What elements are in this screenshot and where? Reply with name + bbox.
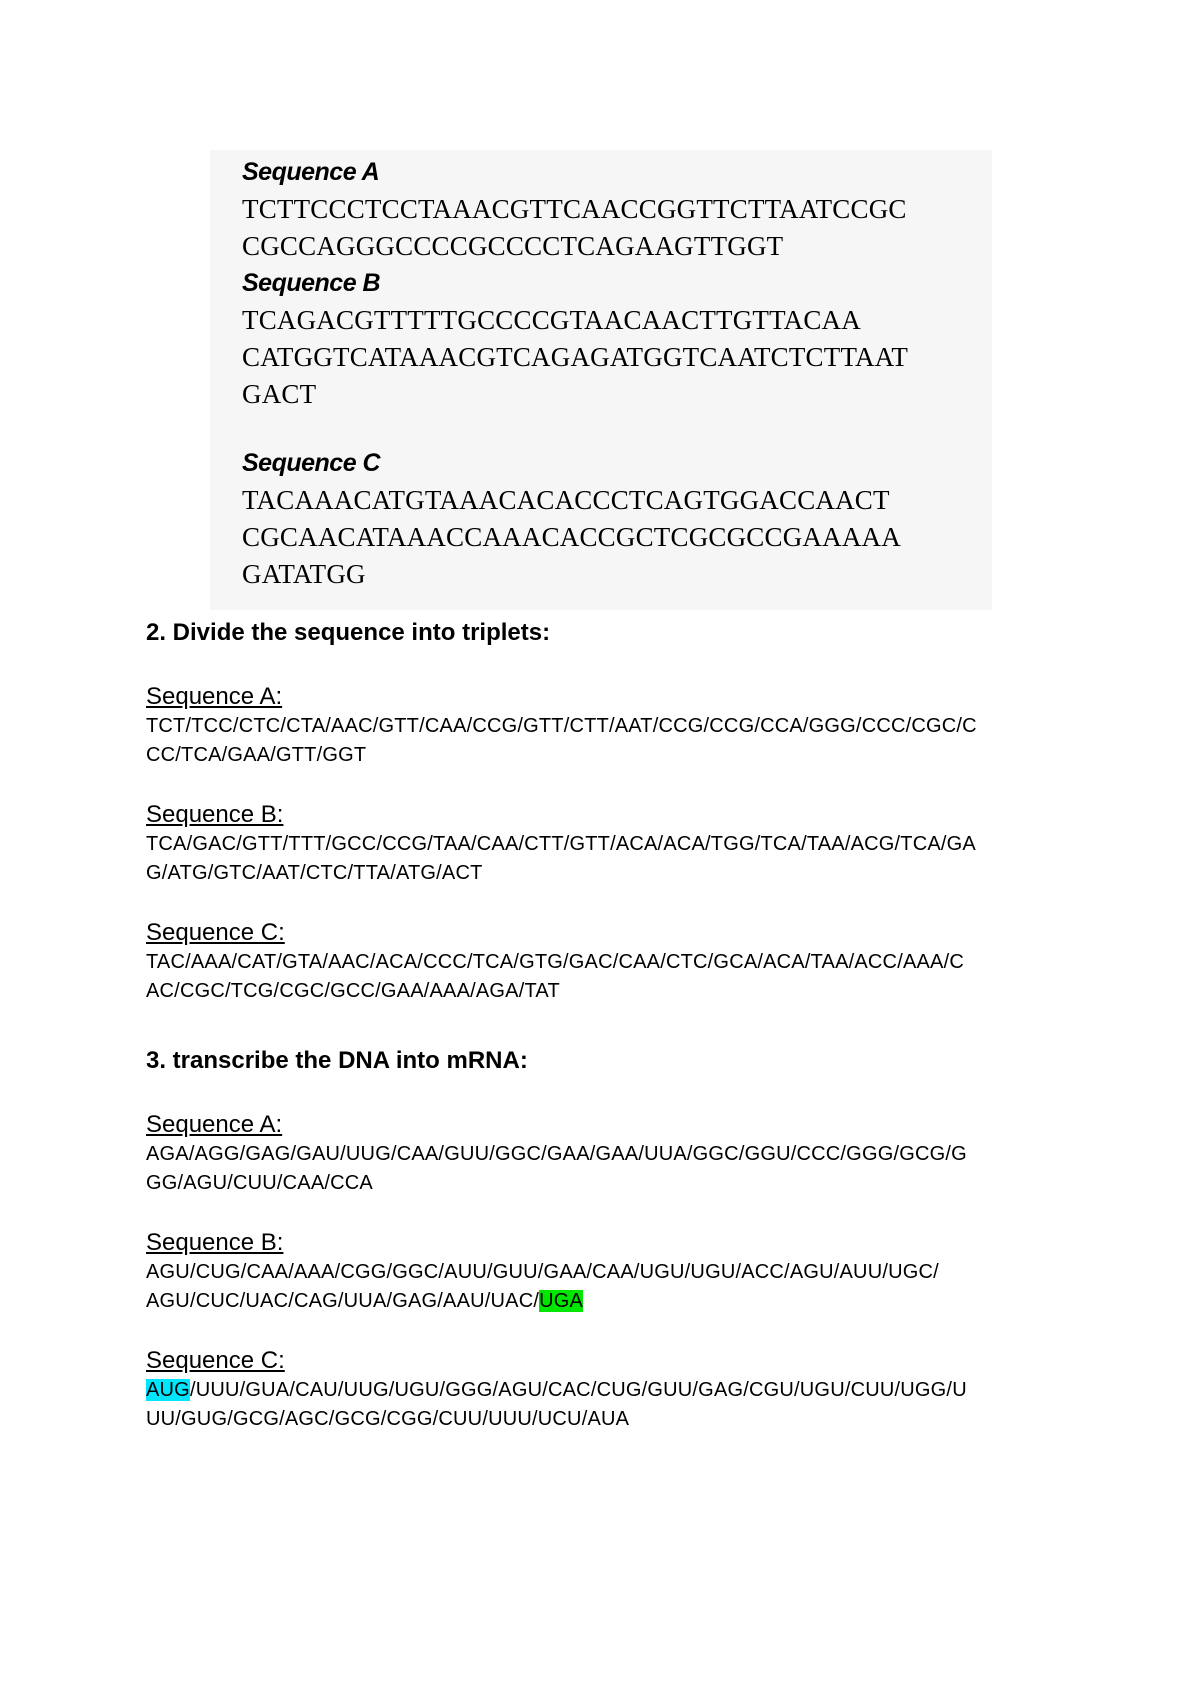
sequence-line: TCT/TCC/CTC/CTA/AAC/GTT/CAA/CCG/GTT/CTT/AAT/CCG/CCG/CCA/GGG/CCC/CGC/C — [146, 715, 977, 737]
sequence-line: TAC/AAA/CAT/GTA/AAC/ACA/CCC/TCA/GTG/GAC/CAA/CTC/GCA/ACA/TAA/ACC/AAA/C — [146, 951, 964, 973]
sequence-label: Sequence C: — [146, 919, 285, 946]
sequence-line: AC/CGC/TCG/CGC/GCC/GAA/AAA/AGA/TAT — [146, 980, 560, 1002]
document-body — [146, 618, 1076, 1464]
sequence-line: G/ATG/GTC/AAT/CTC/TTA/ATG/ACT — [146, 862, 483, 884]
figure-line: CGCAACATAAACCAAACACCGCTCGCGCCGAAAAA — [242, 522, 901, 552]
figure-line: TCTTCCCTCCTAAACGTTCAACCGGTTCTTAATCCGC — [242, 194, 907, 224]
section-heading-triplets: 2. Divide the sequence into triplets: — [146, 619, 551, 646]
figure-line: CATGGTCATAAACGTCAGAGATGGTCAATCTCTTAAT — [242, 342, 909, 372]
mrna-sequence-a — [146, 1110, 1076, 1198]
figure-heading: Sequence A — [242, 158, 380, 186]
sequence-label: Sequence B: — [146, 801, 284, 828]
figure-line: CGCCAGGGCCCCGCCCCTCAGAAGTTGGT — [242, 231, 784, 261]
figure-line: GATATGG — [242, 559, 366, 589]
figure-heading: Sequence B — [242, 269, 381, 297]
sequence-figure — [210, 150, 992, 610]
sequence-segment: AGU/CUC/UAC/CAG/UUA/GAG/AAU/UAC/ — [146, 1290, 540, 1312]
sequence-line: GG/AGU/CUU/CAA/CCA — [146, 1172, 373, 1194]
sequence-line: AGA/AGG/GAG/GAU/UUG/CAA/GUU/GGC/GAA/GAA/UUA/GGC/GGU/CCC/GGG/GCG/G — [146, 1143, 967, 1165]
sequence-line: TCA/GAC/GTT/TTT/GCC/CCG/TAA/CAA/CTT/GTT/ACA/ACA/TGG/TCA/TAA/ACG/TCA/GA — [146, 833, 976, 855]
triplets-sequence-a — [146, 682, 1076, 770]
figure-heading: Sequence C — [242, 449, 381, 477]
figure-line: GACT — [242, 379, 317, 409]
sequence-label: Sequence A: — [146, 683, 283, 710]
triplets-sequence-b — [146, 800, 1076, 888]
stop-codon-highlight: UGA — [539, 1290, 584, 1312]
triplets-sequence-c — [146, 918, 1076, 1006]
start-codon-highlight: AUG — [146, 1379, 190, 1401]
figure-block-b — [242, 265, 908, 413]
mrna-sequence-b — [146, 1228, 1076, 1316]
sequence-line — [146, 1376, 1076, 1405]
mrna-sequence-c — [146, 1346, 1076, 1434]
sequence-line: AGU/CUG/CAA/AAA/CGG/GGC/AUU/GUU/GAA/CAA/UGU/UGU/ACC/AGU/AUU/UGC/ — [146, 1261, 939, 1283]
section-heading-transcribe: 3. transcribe the DNA into mRNA: — [146, 1047, 528, 1074]
figure-block-c — [242, 445, 901, 593]
sequence-label: Sequence B: — [146, 1229, 284, 1256]
sequence-segment: /UUU/GUA/CAU/UUG/UGU/GGG/AGU/CAC/CUG/GUU/GAG/CGU/UGU/CUU/UGG/U — [189, 1379, 967, 1401]
sequence-label: Sequence A: — [146, 1111, 283, 1138]
sequence-line: CC/TCA/GAA/GTT/GGT — [146, 744, 367, 766]
sequence-label: Sequence C: — [146, 1347, 285, 1374]
figure-line: TACAAACATGTAAACACACCCTCAGTGGACCAACT — [242, 485, 890, 515]
figure-block-a — [242, 154, 907, 265]
sequence-line: UU/GUG/GCG/AGC/GCG/CGG/CUU/UUU/UCU/AUA — [146, 1408, 630, 1430]
sequence-line — [146, 1287, 1076, 1316]
figure-line: TCAGACGTTTTTGCCCCGTAACAACTTGTTACAA — [242, 305, 861, 335]
